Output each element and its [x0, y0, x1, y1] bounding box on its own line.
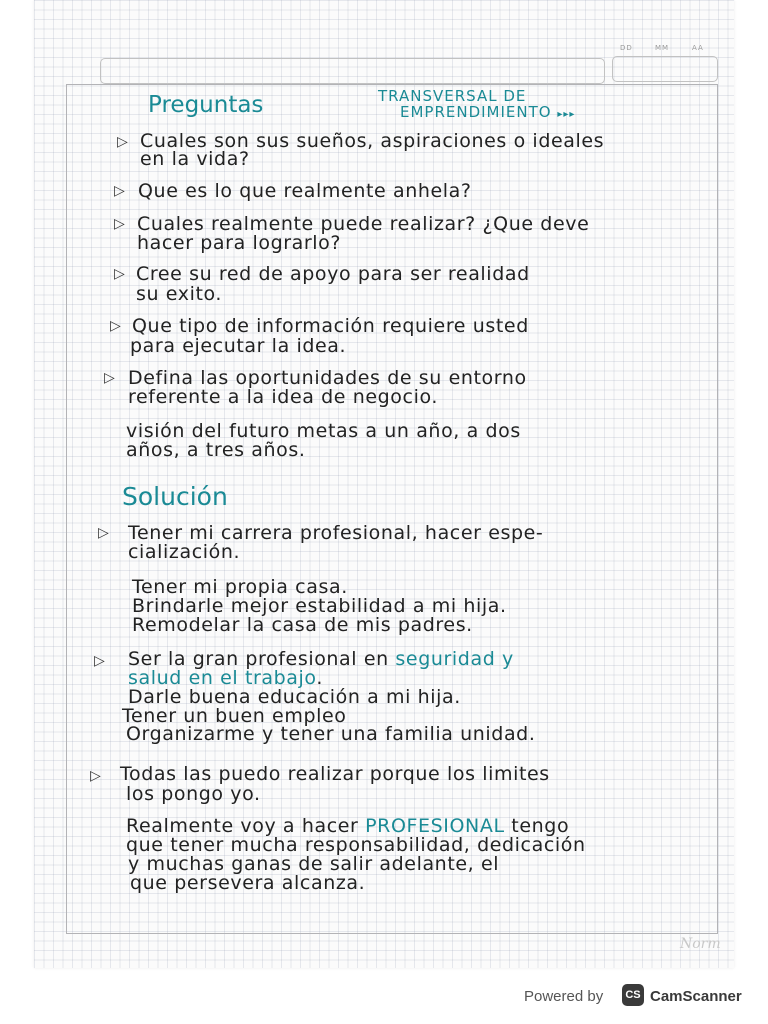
answer-2-line-1-highlight: seguridad y [395, 648, 514, 670]
question-5-line-1: Que tipo de información requiere usted [132, 315, 529, 337]
answer-1-extra-2: Brindarle mejor estabilidad a mi hija. [132, 595, 507, 617]
title-arrows-icon: ▸▸▸ [557, 109, 576, 120]
question-5-line-2: para ejecutar la idea. [130, 335, 347, 357]
notebook-brand-logo: Norm [680, 936, 721, 952]
answer-2-line-2-text: . [316, 667, 323, 689]
triangle-bullet-icon: ▷ [114, 266, 125, 282]
closing-line-2: que tener mucha responsabilidad, dedicación [126, 834, 586, 856]
answer-2-line-1-text: Ser la gran profesional en [128, 648, 396, 670]
answer-1-line-1: Tener mi carrera profesional, hacer espe- [128, 522, 544, 544]
question-2-line-1: Que es lo que realmente anhela? [138, 180, 472, 202]
answer-2-extra-1: Darle buena educación a mi hija. [128, 686, 461, 708]
solucion-heading: Solución [122, 482, 228, 511]
vision-line-1: visión del futuro metas a un año, a dos [126, 420, 521, 442]
answer-3-line-2: los pongo yo. [126, 783, 261, 805]
question-4-line-1: Cree su red de apoyo para ser realidad [136, 263, 530, 285]
preguntas-heading: Preguntas [148, 92, 264, 118]
question-3-line-1: Cuales realmente puede realizar? ¿Que deve [137, 213, 590, 235]
triangle-bullet-icon: ▷ [110, 318, 121, 334]
title-line-1: TRANSVERSAL DE [378, 87, 527, 105]
question-1-line-2: en la vida? [140, 148, 250, 170]
date-year-label: AA [692, 44, 704, 52]
closing-line-4: que persevera alcanza. [130, 872, 366, 894]
subject-field [100, 58, 605, 84]
triangle-bullet-icon: ▷ [94, 653, 105, 669]
question-6-line-1: Defina las oportunidades de su entorno [128, 367, 527, 389]
question-1-line-1: Cuales son sus sueños, aspiraciones o ideales [140, 130, 605, 152]
triangle-bullet-icon: ▷ [104, 370, 115, 386]
answer-2-line-2-highlight: salud en el trabajo [128, 667, 317, 689]
triangle-bullet-icon: ▷ [98, 525, 109, 541]
answer-3-line-1: Todas las puedo realizar porque los limites [120, 763, 550, 785]
title-line-2 [378, 104, 575, 123]
question-4-line-2: su exito. [136, 283, 223, 305]
closing-line-3: y muchas ganas de salir adelante, el [128, 853, 500, 875]
answer-1-extra-1: Tener mi propia casa. [132, 576, 348, 598]
camscanner-label: CamScanner [650, 988, 742, 1005]
answer-1-line-2: cialización. [128, 541, 241, 563]
date-day-label: DD [620, 44, 633, 52]
answer-2-extra-3: Organizarme y tener una familia unidad. [126, 723, 536, 745]
date-field [612, 56, 718, 82]
question-3-line-2: hacer para lograrlo? [137, 232, 342, 254]
powered-by-label: Powered by [524, 988, 604, 1005]
closing-line-1-highlight: PROFESIONAL [365, 815, 505, 837]
answer-1-extra-3: Remodelar la casa de mis padres. [132, 614, 473, 636]
triangle-bullet-icon: ▷ [114, 216, 125, 232]
page-title [378, 88, 575, 123]
triangle-bullet-icon: ▷ [90, 768, 101, 784]
title-line-2-text: EMPRENDIMIENTO [400, 103, 552, 121]
vision-line-2: años, a tres años. [126, 439, 306, 461]
question-6-line-2: referente a la idea de negocio. [128, 386, 438, 408]
closing-line-1-pre: Realmente voy a hacer [126, 815, 366, 837]
triangle-bullet-icon: ▷ [114, 183, 125, 199]
answer-2-extra-2: Tener un buen empleo [122, 705, 347, 727]
triangle-bullet-icon: ▷ [117, 134, 128, 150]
closing-line-1-post: tengo [504, 815, 570, 837]
date-month-label: MM [655, 44, 670, 52]
camscanner-logo-icon: CS [622, 984, 644, 1006]
